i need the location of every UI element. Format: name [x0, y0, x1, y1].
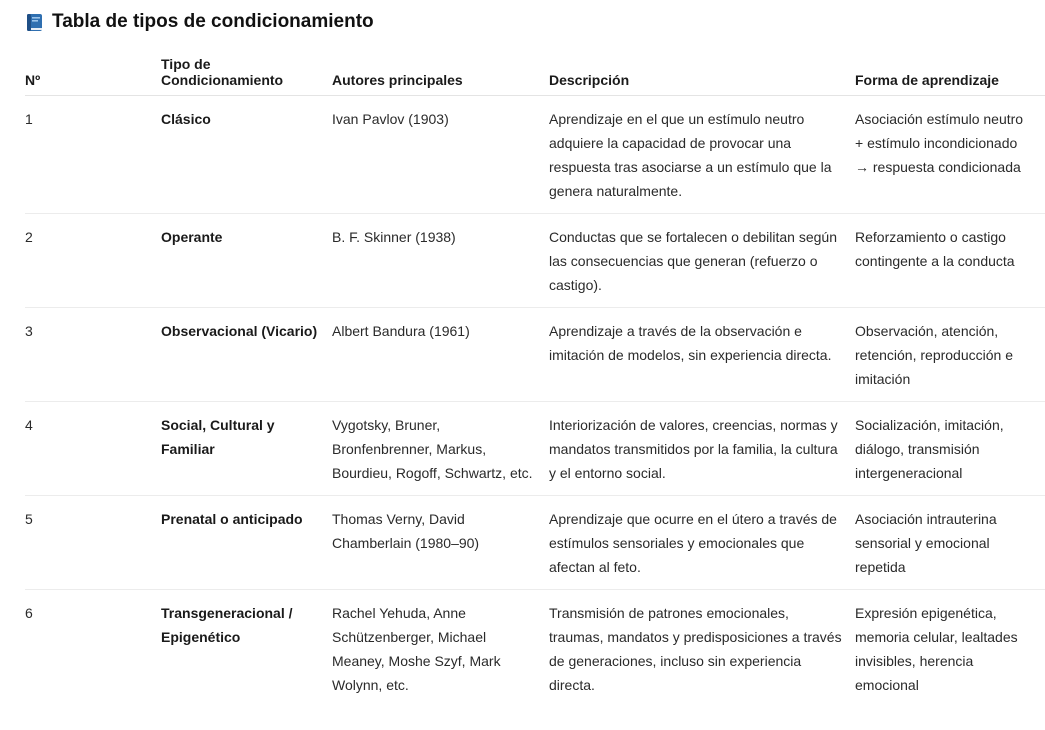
- table-row: [25, 96, 1045, 214]
- learning-form: Expresión epigenética, memoria celular, lealtades invisibles, herencia emocional: [855, 605, 1018, 693]
- learning-form: Asociación intrauterina sensorial y emocional repetida: [855, 496, 1045, 590]
- table-row: [25, 308, 1045, 402]
- conditioning-type: Transgeneracional / Epigenético: [161, 605, 293, 645]
- table-header-row: [25, 56, 1045, 96]
- table-row: [25, 214, 1045, 308]
- row-number: 5: [25, 496, 161, 590]
- main-authors: Vygotsky, Bruner, Bronfenbrenner, Markus, Bourdieu, Rogoff, Schwartz, etc.: [332, 402, 549, 496]
- main-authors: B. F. Skinner (1938): [332, 214, 549, 308]
- column-header-authors: Autores principales: [332, 56, 549, 96]
- table-row: [25, 496, 1045, 590]
- table-row: [25, 590, 1045, 708]
- description: Aprendizaje a través de la observación e imitación de modelos, sin experiencia directa.: [549, 308, 855, 402]
- row-number: 6: [25, 605, 33, 621]
- document: [25, 8, 1045, 707]
- page-title: Tabla de tipos de condicionamiento: [52, 11, 374, 32]
- learning-form: Asociación estímulo neutro + estímulo incondicionado → respuesta condicionada: [855, 96, 1045, 214]
- column-header-learning: Forma de aprendizaje: [855, 56, 1045, 96]
- learning-form: Observación, atención, retención, reproducción e imitación: [855, 308, 1045, 402]
- table-row: [25, 402, 1045, 496]
- description: Conductas que se fortalecen o debilitan según las consecuencias que generan (refuerzo o castigo).: [549, 214, 855, 308]
- description: Aprendizaje que ocurre en el útero a través de estímulos sensoriales y emocionales que afectan al feto.: [549, 496, 855, 590]
- row-number: 3: [25, 308, 161, 402]
- column-header-number: Nº: [25, 56, 161, 96]
- main-authors: Thomas Verny, David Chamberlain (1980–90): [332, 496, 549, 590]
- conditioning-type: Observacional (Vicario): [161, 308, 332, 402]
- learning-form: Socialización, imitación, diálogo, transmisión intergeneracional: [855, 402, 1045, 496]
- main-authors: Rachel Yehuda, Anne Schützenberger, Michael Meaney, Moshe Szyf, Mark Wolynn, etc.: [332, 605, 501, 693]
- description: Transmisión de patrones emocionales, traumas, mandatos y predisposiciones a través de generaciones, incluso sin experiencia directa.: [549, 605, 842, 693]
- main-authors: Albert Bandura (1961): [332, 308, 549, 402]
- row-number: 4: [25, 402, 161, 496]
- conditioning-type: Operante: [161, 214, 332, 308]
- column-header-type: Tipo de Condicionamiento: [161, 56, 332, 96]
- blue-book-icon: [25, 13, 44, 32]
- conditioning-type: Prenatal o anticipado: [161, 496, 332, 590]
- column-header-description: Descripción: [549, 56, 855, 96]
- main-authors: Ivan Pavlov (1903): [332, 96, 549, 214]
- learning-form: Reforzamiento o castigo contingente a la conducta: [855, 214, 1045, 308]
- conditioning-table: [25, 56, 1045, 707]
- row-number: 1: [25, 96, 161, 214]
- description: Aprendizaje en el que un estímulo neutro adquiere la capacidad de provocar una respuesta tras asociarse a un estímulo que la genera naturalmente.: [549, 96, 855, 214]
- description: Interiorización de valores, creencias, normas y mandatos transmitidos por la familia, la cultura y el entorno social.: [549, 402, 855, 496]
- conditioning-type: Social, Cultural y Familiar: [161, 402, 332, 496]
- conditioning-type: Clásico: [161, 96, 332, 214]
- row-number: 2: [25, 214, 161, 308]
- title-row: [25, 8, 1045, 36]
